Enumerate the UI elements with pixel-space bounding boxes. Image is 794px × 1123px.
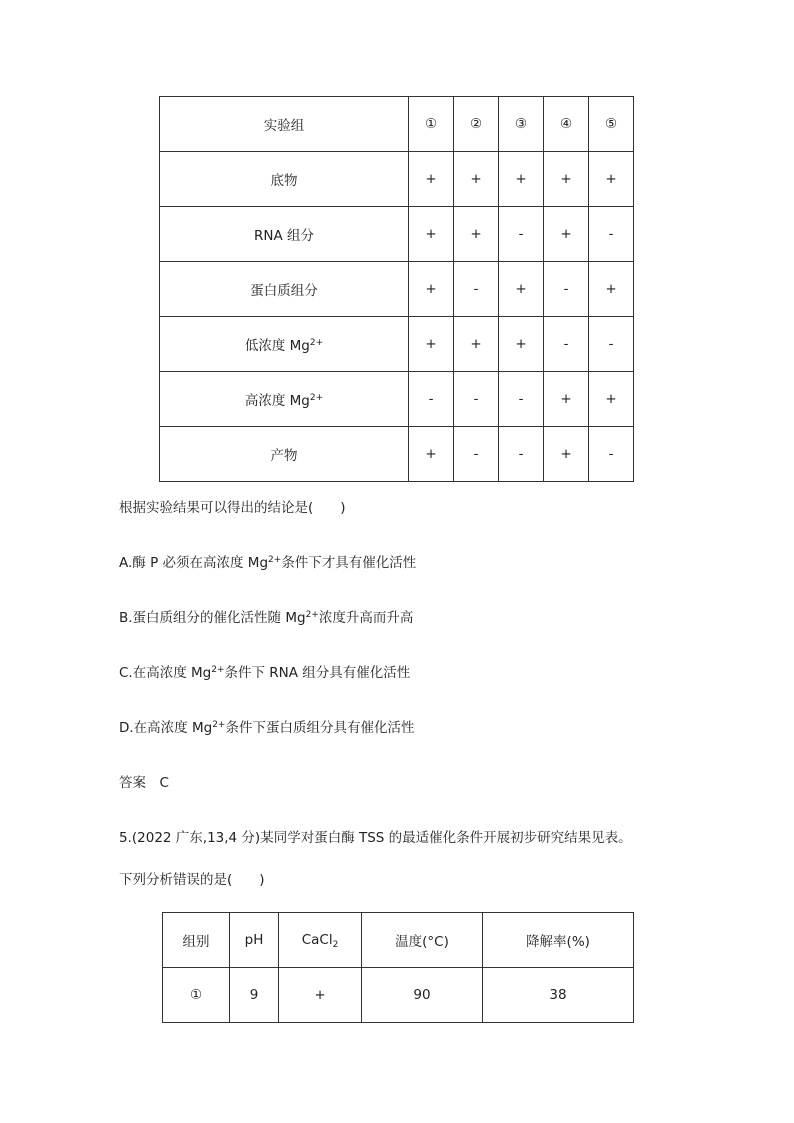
superscript: 2+ (212, 720, 226, 730)
experiment-table (159, 96, 634, 482)
table-cell: ① (163, 968, 230, 1023)
table-cell: + (544, 207, 589, 262)
q5-stem-line1: 5.(2022 广东,13,4 分)某同学对蛋白酶 TSS 的最适催化条件开展初步研究结果见表。 (119, 830, 632, 846)
table-cell: + (409, 152, 454, 207)
question-stem: 根据实验结果可以得出的结论是( ) (119, 500, 346, 516)
header-ph: pH (230, 913, 279, 968)
table-cell: + (454, 207, 499, 262)
table-cell: - (544, 262, 589, 317)
table-cell: + (454, 152, 499, 207)
tss-condition-table (162, 912, 634, 1023)
answer-text: 答案 C (119, 775, 169, 791)
superscript: 2+ (309, 338, 324, 348)
table-cell: - (499, 372, 544, 427)
table-cell: + (454, 317, 499, 372)
row-label-high-mg (160, 372, 409, 427)
table-cell: + (589, 262, 634, 317)
table-cell: + (544, 372, 589, 427)
table-cell: + (279, 968, 362, 1023)
header-temperature: 温度(°C) (362, 913, 483, 968)
table-cell: - (499, 207, 544, 262)
table-header-row (163, 913, 634, 968)
table-cell: - (589, 317, 634, 372)
header-group-1: ① (409, 97, 454, 152)
table-cell: + (544, 152, 589, 207)
table-cell: + (589, 152, 634, 207)
table-row (160, 372, 634, 427)
option-b-text: B.蛋白质组分的催化活性随 Mg (119, 610, 306, 626)
row-label-text: 高浓度 Mg (244, 393, 310, 409)
header-group-3: ③ (499, 97, 544, 152)
row-label-text: 低浓度 Mg (244, 338, 310, 354)
row-label-rna: RNA 组分 (160, 207, 409, 262)
table-row (160, 317, 634, 372)
superscript: 2+ (309, 393, 324, 403)
table-cell: 38 (483, 968, 634, 1023)
table-cell: - (454, 427, 499, 482)
table-cell: - (454, 372, 499, 427)
subscript: 2 (332, 940, 339, 950)
table-cell: - (589, 207, 634, 262)
table-cell: - (589, 427, 634, 482)
row-label-substrate: 底物 (160, 152, 409, 207)
table-cell: + (589, 372, 634, 427)
option-c-text: C.在高浓度 Mg (119, 665, 212, 681)
row-label-protein: 蛋白质组分 (160, 262, 409, 317)
table-cell: - (544, 317, 589, 372)
table-cell: + (499, 317, 544, 372)
table-cell: + (409, 262, 454, 317)
header-cacl2-text: CaCl (301, 932, 333, 948)
table-cell: + (499, 152, 544, 207)
table-cell: 9 (230, 968, 279, 1023)
header-group-5: ⑤ (589, 97, 634, 152)
table-cell: - (454, 262, 499, 317)
table-cell: + (499, 262, 544, 317)
table-cell: + (409, 427, 454, 482)
row-label-low-mg (160, 317, 409, 372)
q5-stem-line2: 下列分析错误的是( ) (119, 872, 265, 888)
option-c-text-tail: 条件下 RNA 组分具有催化活性 (224, 665, 411, 681)
table-cell: + (544, 427, 589, 482)
superscript: 2+ (268, 555, 282, 565)
header-group: 组别 (163, 913, 230, 968)
table-header-row (160, 97, 634, 152)
table-row (160, 207, 634, 262)
table-cell: - (499, 427, 544, 482)
table-row (160, 427, 634, 482)
row-label-product: 产物 (160, 427, 409, 482)
option-a[interactable] (119, 553, 416, 573)
option-d[interactable] (119, 718, 414, 738)
header-experiment-group: 实验组 (160, 97, 409, 152)
table-cell: + (409, 207, 454, 262)
option-c[interactable] (119, 663, 410, 683)
superscript: 2+ (211, 665, 225, 675)
header-group-4: ④ (544, 97, 589, 152)
table-row (160, 262, 634, 317)
table-row (163, 968, 634, 1023)
superscript: 2+ (305, 610, 319, 620)
table-cell: 90 (362, 968, 483, 1023)
option-a-text: A.酶 P 必须在高浓度 Mg (119, 555, 269, 571)
option-b[interactable] (119, 608, 413, 628)
table-row (160, 152, 634, 207)
header-degradation-rate: 降解率(%) (483, 913, 634, 968)
option-d-text: D.在高浓度 Mg (119, 720, 213, 736)
table-cell: - (409, 372, 454, 427)
table-cell: + (409, 317, 454, 372)
option-b-text-tail: 浓度升高而升高 (318, 610, 414, 626)
option-d-text-tail: 条件下蛋白质组分具有催化活性 (225, 720, 415, 736)
option-a-text-tail: 条件下才具有催化活性 (281, 555, 417, 571)
header-group-2: ② (454, 97, 499, 152)
header-cacl2 (279, 913, 362, 968)
